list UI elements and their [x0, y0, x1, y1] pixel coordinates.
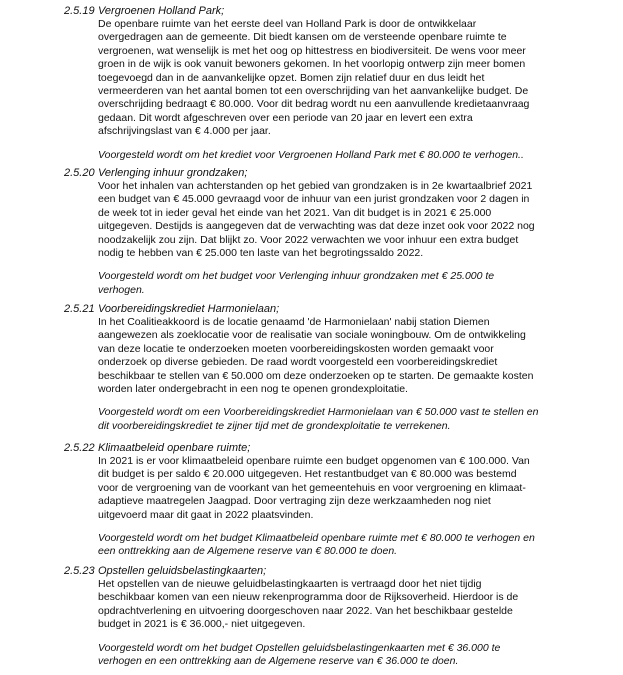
body-line: beschikbaar te stellen van € 50.000 om deze onderzoeken op te starten. De gemaakte kosten: [98, 369, 534, 382]
body-line: groen in de wijk is ook vanuit bewoners gekomen. In het voorlopig ontwerp zijn meer bomen: [98, 58, 526, 71]
section-body: [98, 316, 598, 396]
body-line: adaptieve maatregelen Jaagpad. Door vertraging zijn deze werkzaamheden nog niet: [98, 495, 491, 508]
body-line: uitgevoerd maar dit gaat in 2022 plaatsvinden.: [98, 508, 314, 521]
section-body: [98, 455, 598, 522]
proposal-line: verhogen.: [98, 283, 145, 296]
section-title: Voorbereidingskrediet Harmonielaan;: [98, 303, 280, 315]
body-line: de week tot in ieder geval het einde van het 2021. Van dit budget is in 2021 € 25.000: [98, 206, 492, 219]
proposal-line: verhogen en een onttrekking aan de Algemene reserve van € 36.000 te doen.: [98, 655, 459, 668]
body-line: Voor het inhalen van achterstanden op het gebied van grondzaken is in 2e kwartaalbrief 2021: [98, 180, 533, 192]
body-line: In 2021 is er voor klimaatbeleid openbare ruimte een budget opgenomen van € 100.000. Van: [98, 455, 530, 467]
section-proposal: [98, 406, 598, 433]
body-line: vergroenen, wat wenselijk is met het oog op hittestress en biodiversiteit. De wens voor meer: [98, 44, 526, 57]
proposal-line: Voorgesteld wordt om het budget voor Verlenging inhuur grondzaken met € 25.000 te: [98, 270, 495, 283]
proposal-line: een onttrekking aan de Algemene reserve van € 80.000 te doen.: [98, 545, 398, 558]
section-number: 2.5.20: [64, 167, 95, 179]
section-title: Vergroenen Holland Park;: [98, 5, 225, 17]
body-line: van deze locatie te onderzoeken moeten voorbereidingskosten worden gemaakt voor: [98, 342, 494, 355]
section-proposal: [98, 270, 598, 297]
section-title: Opstellen geluidsbelastingkaarten;: [98, 565, 267, 577]
body-line: noodzakelijk zou zijn. Dat blijkt zo. Voor 2022 verwachten we voor inhuur een extra budget: [98, 233, 519, 246]
body-line: budget in 2021 is € 36.000,- niet uitgegeven.: [98, 618, 306, 631]
body-line: overgedragen aan de gemeente. Dit biedt kansen om de versteende openbare ruimte te: [98, 31, 507, 44]
section-body: [98, 578, 598, 632]
proposal-line: Voorgesteld wordt om het krediet voor Vergroenen Holland Park met € 80.000 te verhogen..: [98, 148, 524, 161]
body-line: beschikbaar komen van een nieuw rekenprogramma door de Rijksoverheid. Hierdoor is de: [98, 591, 519, 604]
body-line: De openbare ruimte van het eerste deel van Holland Park is door de ontwikkelaar: [98, 18, 477, 30]
section-title: Verlenging inhuur grondzaken;: [98, 167, 248, 179]
section-number: 2.5.23: [64, 565, 95, 577]
proposal-line: Voorgesteld wordt om het budget Opstellen geluidsbelastingenkaarten met € 36.000 te: [98, 641, 501, 654]
body-line: dit budget is per saldo € 20.000 uitgegeven. Het restantbudget van € 80.000 was bestemd: [98, 468, 517, 481]
body-line: vermeerderen van het aantal bomen tot een overschrijding van het aanvankelijke budget. De: [98, 85, 529, 98]
section-body: [98, 180, 598, 260]
body-line: onderzoek op diverse gebieden. De raad wordt voorgesteld een voorbereidingskrediet: [98, 356, 498, 369]
body-line: aangewezen als zoeklocatie voor de realisatie van sociale woningbouw. Om de ontwikkeling: [98, 329, 526, 342]
body-line: gedaan. Dit wordt afgeschreven over een periode van 20 jaar en levert een extra: [98, 111, 473, 124]
body-line: worden later ondergebracht in een nog te openen grondexploitatie.: [98, 383, 408, 396]
body-line: In het Coalitieakkoord is de locatie genaamd 'de Harmonielaan' nabij station Diemen: [98, 316, 490, 328]
body-line: nodig te hebben van € 25.000 ten laste van het begrotingssaldo 2022.: [98, 247, 424, 260]
section-number: 2.5.22: [64, 442, 95, 454]
body-line: overschrijding bedraagt € 80.000. Voor dit bedrag wordt nu een aanvullende kredietaanvraag: [98, 98, 530, 111]
body-line: Het opstellen van de nieuwe geluidbelastingkaarten is vertraagd door het niet tijdig: [98, 578, 482, 590]
body-line: uitgegeven. Destijds is aangegeven dat de verwachting was dat deze inzet ook voor 2022 nog: [98, 220, 535, 233]
section-proposal: [98, 532, 598, 559]
body-line: afschrijvingslast van € 4.000 per jaar.: [98, 125, 271, 138]
proposal-line: dit voorbereidingskrediet te zijner tijd met de grondexploitatie te verrekenen.: [98, 419, 451, 432]
section-number: 2.5.21: [64, 303, 95, 315]
body-line: toegevoegd dan in de aanvankelijke opzet. Bomen zijn relatief duur en dus leidt het: [98, 71, 485, 84]
section-body: [98, 18, 598, 139]
body-line: een budget van € 45.000 gevraagd voor de inhuur van een jurist grondzaken voor 2 dagen in: [98, 193, 530, 206]
section-number: 2.5.19: [64, 5, 95, 17]
section-title: Klimaatbeleid openbare ruimte;: [98, 442, 251, 454]
proposal-line: Voorgesteld wordt om een Voorbereidingskrediet Harmonielaan van € 50.000 vast te stellen en: [98, 406, 539, 419]
body-line: voor de vergroening van de voorkant van het gemeentehuis en voor vergroening en klimaat-: [98, 481, 526, 494]
section-proposal: [98, 642, 598, 669]
proposal-line: Voorgesteld wordt om het budget Klimaatbeleid openbare ruimte met € 80.000 te verhogen en: [98, 532, 535, 545]
body-line: opdrachtverlening en uitvoering doorgeschoven naar 2022. Van het beschikbaar gestelde: [98, 604, 513, 617]
section-proposal: [98, 149, 598, 162]
